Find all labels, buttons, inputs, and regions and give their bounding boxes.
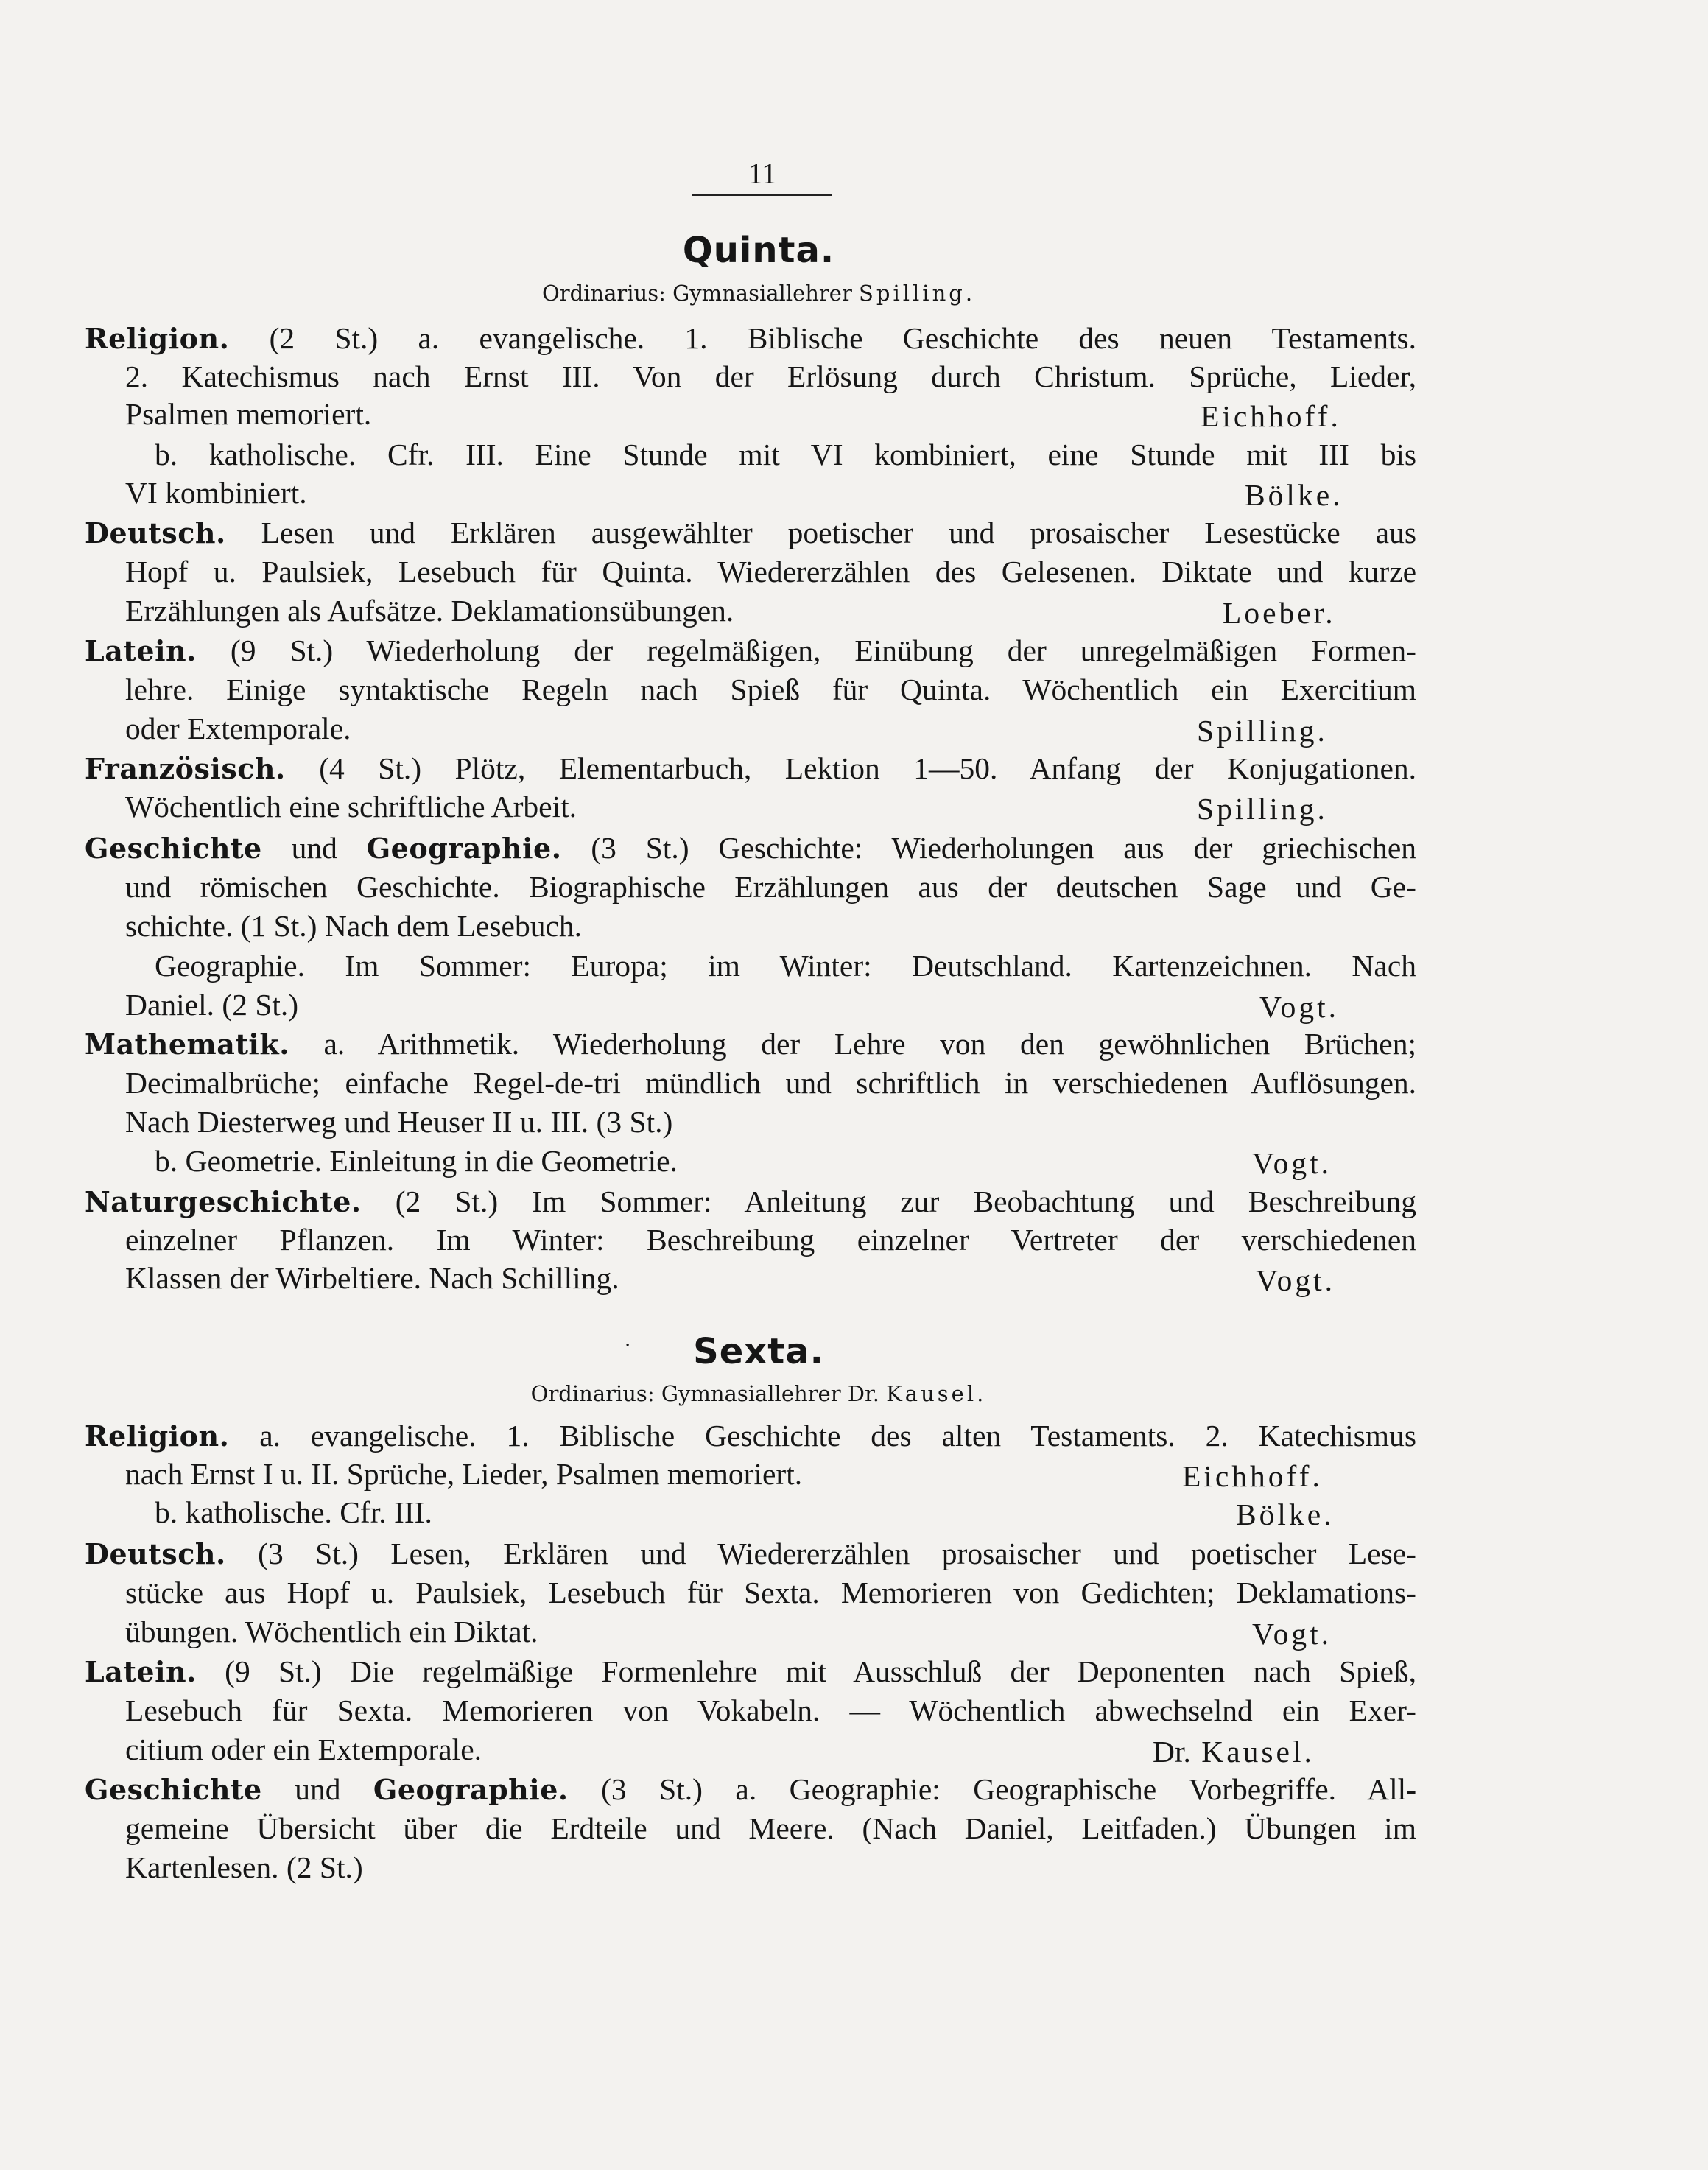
text-line: (3 St.) a. Geographie: Geographische Vorbegriffe. All-	[601, 1772, 1417, 1806]
stray-dot: ·	[625, 1335, 631, 1357]
quinta-mathematik-line-4: b. Geometrie. Einleitung in die Geometrie.	[155, 1144, 678, 1178]
author-spilling: Spilling.	[1197, 714, 1328, 748]
sexta-ordinarius-title: Gymnasiallehrer Dr.	[661, 1381, 879, 1406]
text-line: (2 St.) Im Sommer: Anleitung zur Beobachtung und Beschreibung	[395, 1184, 1416, 1218]
quinta-naturgeschichte-line-3: Klassen der Wirbeltiere. Nach Schilling.	[125, 1261, 619, 1295]
quinta-geographie-line-4: Geographie. Im Sommer: Europa; im Winter: Deutschland. Kartenzeichnen. Nach	[155, 949, 1416, 983]
quinta-mathematik-line-1	[85, 1024, 1416, 1064]
subject-geschichte: Geschichte	[85, 832, 262, 865]
sexta-ordinarius	[0, 1379, 1517, 1408]
subject-deutsch: Deutsch.	[85, 1537, 226, 1570]
quinta-ordinarius-name: Spilling.	[859, 281, 976, 306]
sexta-geschichte-line-3: Kartenlesen. (2 St.)	[125, 1850, 363, 1884]
text-line: (9 St.) Wiederholung der regelmäßigen, Einübung der unregelmäßigen Formen-	[230, 633, 1417, 667]
quinta-geschichte-line-3: schichte. (1 St.) Nach dem Lesebuch.	[125, 909, 582, 943]
sexta-religion-line-3: b. katholische. Cfr. III.	[155, 1495, 432, 1529]
text-line: a. evangelische. 1. Biblische Geschichte des alten Testaments. 2. Katechismus	[259, 1419, 1416, 1453]
quinta-ordinarius	[0, 278, 1517, 308]
quinta-franzoesisch-line-1	[85, 748, 1416, 789]
quinta-mathematik-line-3: Nach Diesterweg und Heuser II u. III. (3 St.)	[125, 1105, 673, 1139]
quinta-geschichte-line-2: und römischen Geschichte. Biographische Erzählungen aus der deutschen Sage und Ge-	[125, 870, 1416, 904]
author-eichhoff: Eichhoff.	[1201, 399, 1341, 433]
sexta-deutsch-line-2: stücke aus Hopf u. Paulsiek, Lesebuch für Sexta. Memorieren von Gedichten; Deklamations-	[125, 1576, 1416, 1609]
subject-naturgeschichte: Naturgeschichte.	[85, 1185, 362, 1218]
author-vogt: Vogt.	[1259, 990, 1340, 1024]
quinta-geschichte-line-1	[85, 828, 1416, 868]
subject-franzoesisch: Französisch.	[85, 752, 286, 785]
quinta-deutsch-line-2: Hopf u. Paulsiek, Lesebuch für Quinta. Wiedererzählen des Gelesenen. Diktate und kurze	[125, 555, 1416, 589]
quinta-religion-line-3: Psalmen memoriert.	[125, 397, 372, 431]
quinta-geographie-line-5: Daniel. (2 St.)	[125, 988, 299, 1022]
subject-latein: Latein.	[85, 1655, 197, 1688]
text-line: (4 St.) Plötz, Elementarbuch, Lektion 1—50. Anfang der Konjugationen.	[319, 751, 1417, 785]
quinta-heading: Quinta.	[682, 230, 835, 271]
author-name: Kausel.	[1201, 1735, 1315, 1769]
author-vogt: Vogt.	[1252, 1146, 1332, 1180]
sexta-latein-line-1	[85, 1651, 1416, 1692]
quinta-deutsch-line-3: Erzählungen als Aufsätze. Deklamationsübungen.	[125, 594, 734, 628]
quinta-latein-line-1	[85, 631, 1416, 671]
subject-religion: Religion.	[85, 322, 230, 355]
quinta-franzoesisch-line-2: Wöchentlich eine schriftliche Arbeit.	[125, 790, 577, 824]
subject-mathematik: Mathematik.	[85, 1028, 289, 1061]
text-und: und	[295, 1772, 341, 1806]
text-line: (9 St.) Die regelmäßige Formenlehre mit Ausschluß der Deponenten nach Spieß,	[225, 1654, 1417, 1688]
quinta-naturgeschichte-line-1	[85, 1181, 1416, 1222]
sexta-ordinarius-name: Kausel.	[886, 1381, 987, 1406]
subject-latein: Latein.	[85, 634, 197, 667]
author-kausel	[1153, 1732, 1315, 1772]
text-line: (3 St.) Geschichte: Wiederholungen aus der griechischen	[591, 831, 1416, 865]
subject-geographie: Geographie.	[373, 1773, 569, 1806]
author-loeber: Loeber.	[1223, 596, 1336, 630]
author-boelke: Bölke.	[1245, 478, 1343, 512]
text-und: und	[291, 831, 337, 865]
sexta-latein-line-2: Lesebuch für Sexta. Memorieren von Vokabeln. — Wöchentlich abwechselnd ein Exer-	[125, 1693, 1416, 1727]
subject-religion: Religion.	[85, 1419, 230, 1453]
sexta-deutsch-line-1	[85, 1534, 1416, 1574]
quinta-religion-line-1	[85, 318, 1416, 359]
sexta-latein-line-3: citium oder ein Extemporale.	[125, 1732, 482, 1766]
author-vogt: Vogt.	[1252, 1617, 1332, 1651]
quinta-latein-line-2: lehre. Einige syntaktische Regeln nach Spieß für Quinta. Wöchentlich ein Exercitium	[125, 673, 1416, 706]
author-eichhoff: Eichhoff.	[1182, 1459, 1323, 1493]
text-line: (2 St.) a. evangelische. 1. Biblische Geschichte des neuen Testaments.	[269, 321, 1417, 355]
text-line: (3 St.) Lesen, Erklären und Wiedererzählen prosaischer und poetischer Lese-	[258, 1537, 1416, 1570]
text-line: Lesen und Erklären ausgewählter poetischer und prosaischer Lesestücke aus	[261, 516, 1416, 549]
quinta-deutsch-line-1	[85, 513, 1416, 553]
sexta-deutsch-line-3: übungen. Wöchentlich ein Diktat.	[125, 1615, 538, 1648]
quinta-religion-line-5: VI kombiniert.	[125, 476, 307, 510]
text-line: a. Arithmetik. Wiederholung der Lehre von den gewöhnlichen Brüchen;	[323, 1027, 1417, 1061]
sexta-religion-line-1	[85, 1416, 1416, 1456]
quinta-ordinarius-title: Gymnasiallehrer	[672, 281, 852, 306]
sexta-religion-line-2: nach Ernst I u. II. Sprüche, Lieder, Psalmen memoriert.	[125, 1457, 803, 1491]
sexta-geschichte-line-1	[85, 1769, 1416, 1810]
author-spilling: Spilling.	[1197, 792, 1328, 826]
author-boelke: Bölke.	[1236, 1497, 1335, 1531]
sexta-ordinarius-label: Ordinarius:	[530, 1381, 655, 1406]
page-number: 11	[692, 153, 832, 196]
subject-deutsch: Deutsch.	[85, 516, 226, 549]
subject-geographie: Geographie.	[366, 832, 562, 865]
author-title: Dr.	[1153, 1735, 1191, 1769]
quinta-latein-line-3: oder Extemporale.	[125, 712, 351, 745]
quinta-mathematik-line-2: Decimalbrüche; einfache Regel-de-tri mündlich und schriftlich in verschiedenen Auflösungen.	[125, 1066, 1416, 1100]
author-vogt: Vogt.	[1256, 1263, 1336, 1297]
quinta-ordinarius-label: Ordinarius:	[541, 281, 666, 306]
sexta-geschichte-line-2: gemeine Übersicht über die Erdteile und Meere. (Nach Daniel, Leitfaden.) Übungen im	[125, 1811, 1416, 1845]
quinta-religion-line-4: b. katholische. Cfr. III. Eine Stunde mit VI kombiniert, eine Stunde mit III bis	[155, 438, 1416, 471]
subject-geschichte: Geschichte	[85, 1773, 262, 1806]
quinta-religion-line-2: 2. Katechismus nach Ernst III. Von der Erlösung durch Christum. Sprüche, Lieder,	[125, 359, 1416, 393]
quinta-naturgeschichte-line-2: einzelner Pflanzen. Im Winter: Beschreibung einzelner Vertreter der verschiedenen	[125, 1223, 1416, 1257]
sexta-heading: Sexta.	[693, 1331, 824, 1372]
